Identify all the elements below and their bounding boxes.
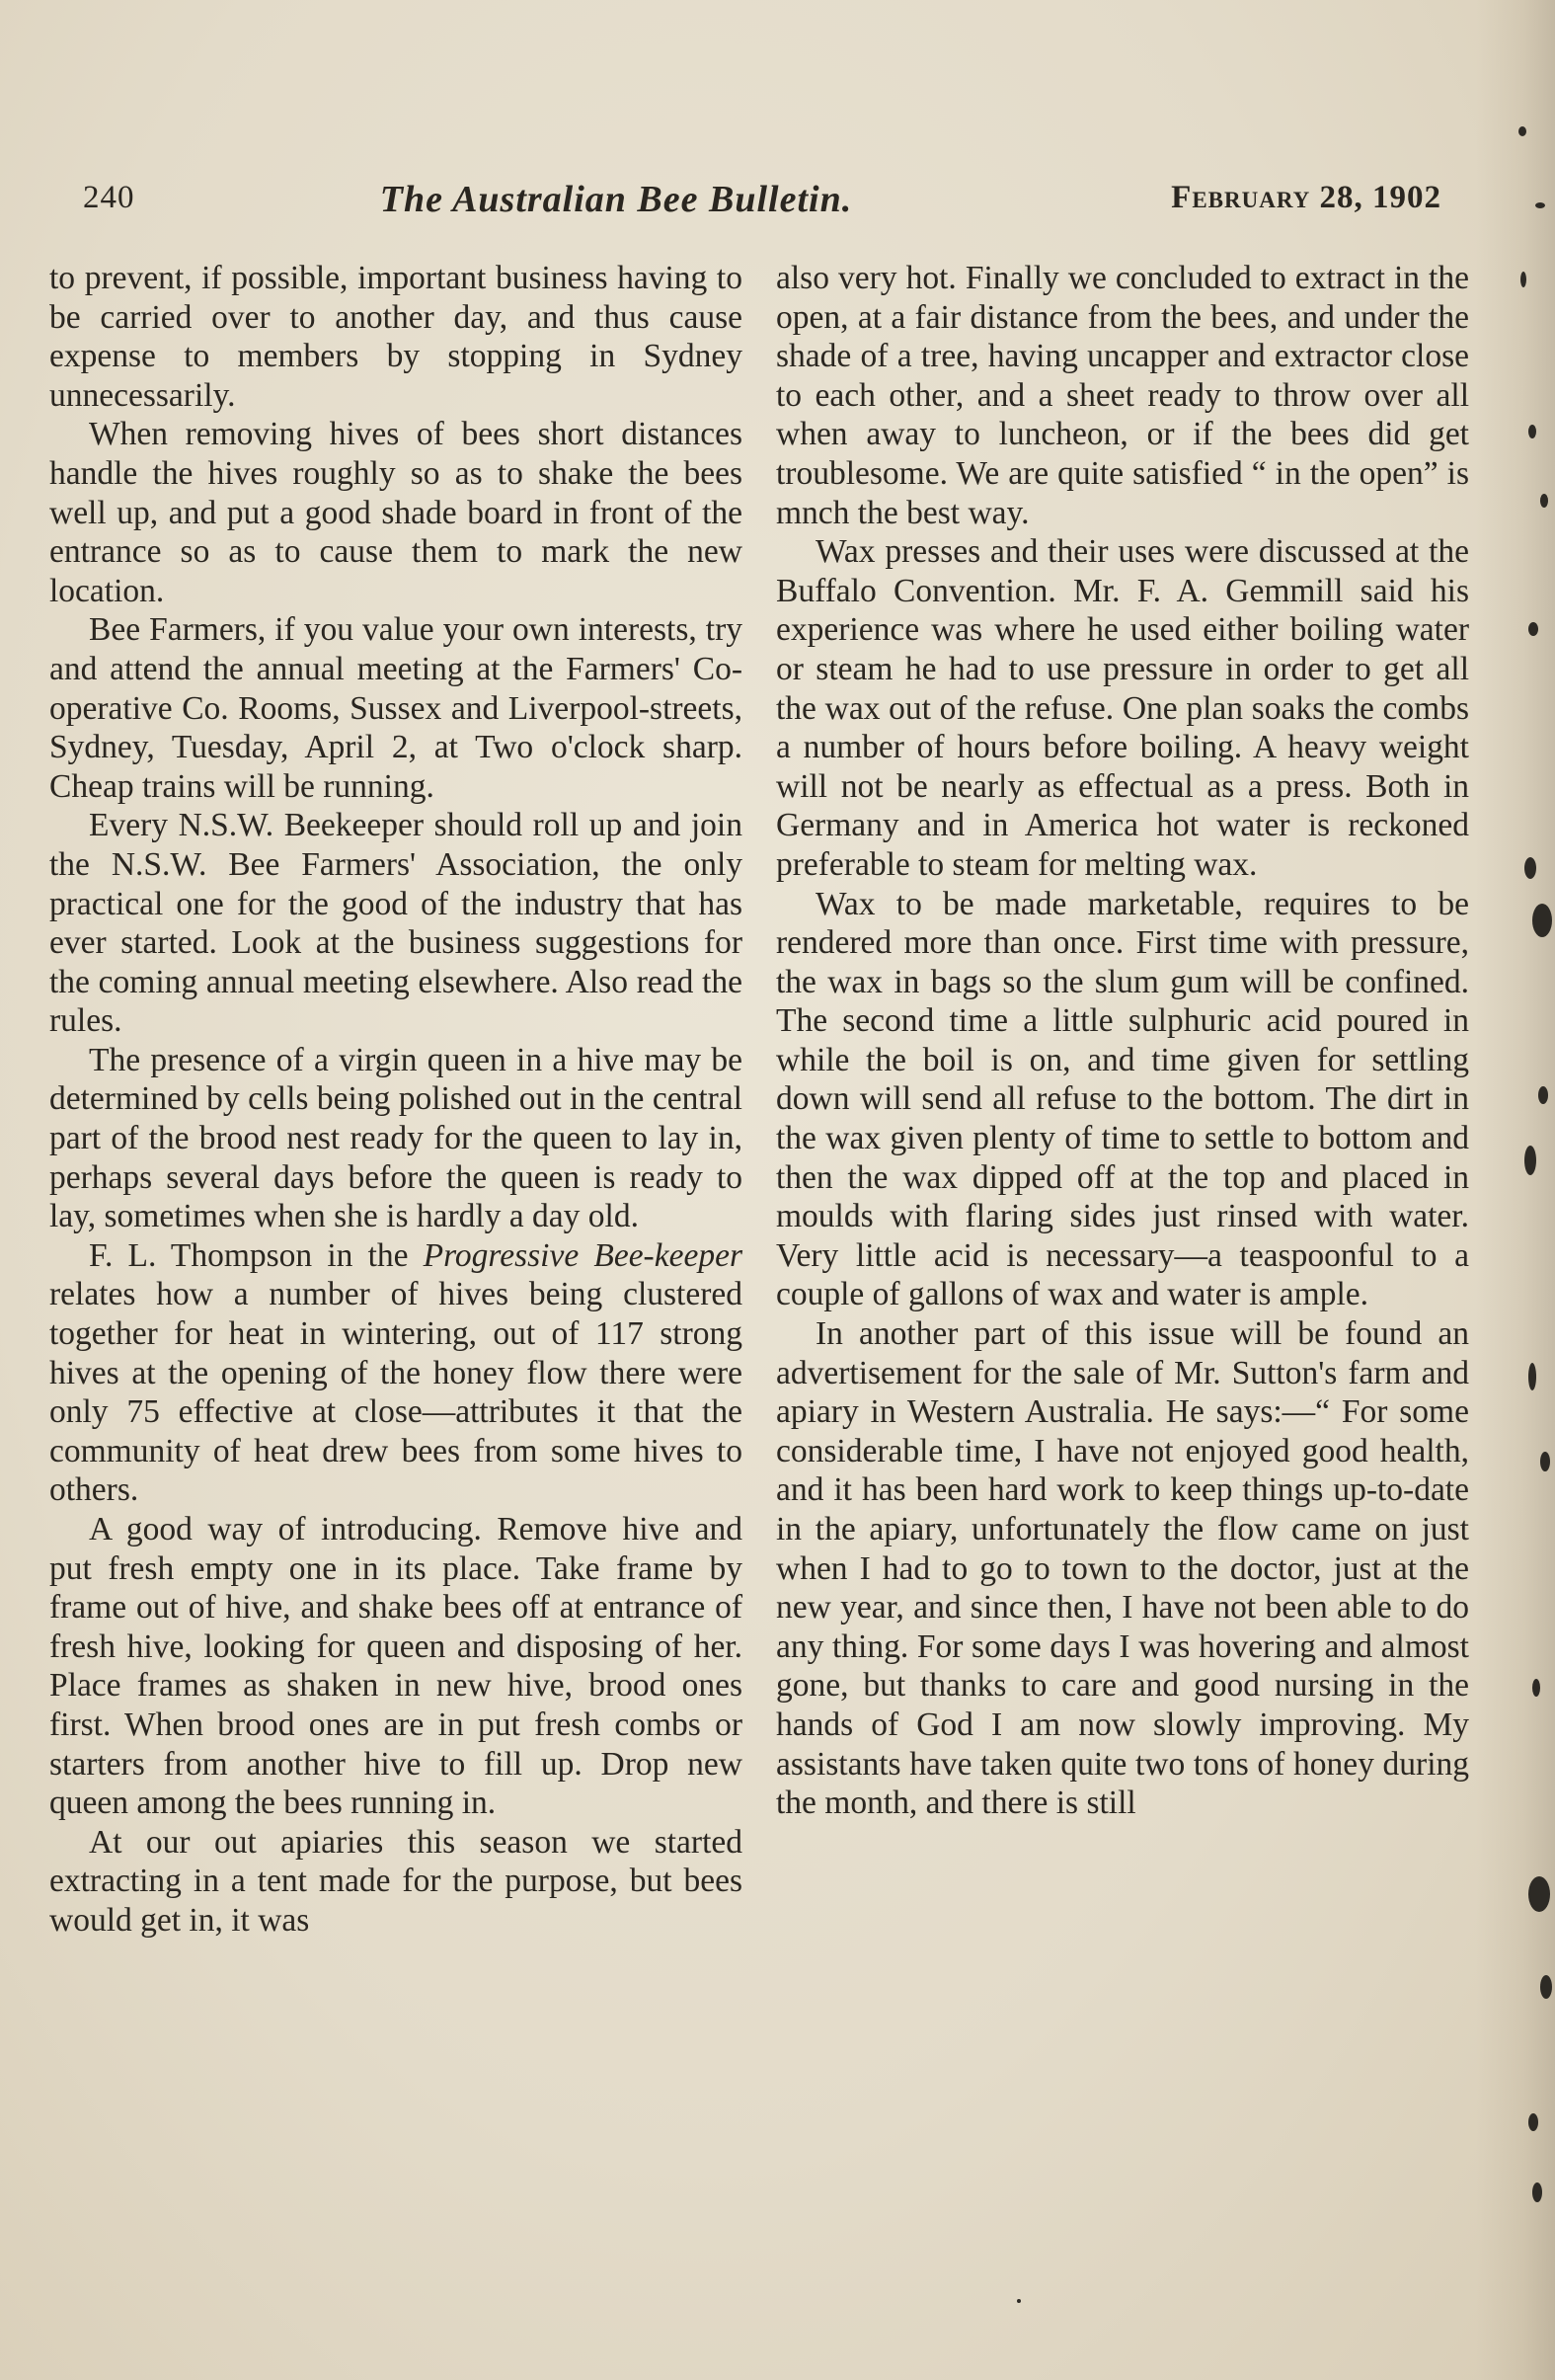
paper-speck xyxy=(1520,272,1526,287)
paper-speck xyxy=(1528,1363,1536,1390)
paper-speck xyxy=(1524,857,1536,879)
paragraph: A good way of introducing. Remove hive and put fresh empty one in its place. Take frame by frame out of hive, and shake bees off at entrance of fresh hive, looking for queen and disposing of her. Place frames as shaken in new hive, brood ones first. When brood ones are in put fresh combs or starters from another hive to fill up. Drop new queen among the bees running in. xyxy=(49,1511,742,1822)
right-column xyxy=(776,259,1469,1823)
paragraph: In another part of this issue will be found an advertisement for the sale of Mr. Sutton's farm and apiary in Western Australia. He says:—“ For some considerable time, I have not enjoyed good health, and it has been hard work to keep things up-to-date in the apiary, unfortunately the flow came on just when I had to go to town to the doctor, just at the new year, and since then, I have not been able to do any thing. For some days I was hovering and almost gone, but thanks to care and good nursing in the hands of God I am now slowly improving. My assistants have taken quite two tons of honey during the month, and there is still xyxy=(776,1315,1469,1822)
paper-speck xyxy=(1528,622,1538,636)
page-number: 240 xyxy=(83,180,135,215)
paper-speck xyxy=(1532,1679,1540,1697)
journal-title: The Australian Bee Bulletin. xyxy=(379,179,853,220)
paper-speck xyxy=(1528,1876,1550,1912)
journal-name: Progressive Bee-keeper xyxy=(423,1236,742,1274)
paper-speck xyxy=(1535,202,1545,208)
issue-date: February 28, 1902 xyxy=(1171,180,1441,215)
paragraph: also very hot. Finally we concluded to extract in the open, at a fair distance from the bees, and under the shade of a tree, having uncapper and extractor close to each other, and a sheet ready to throw over all when away to luncheon, or if the bees did get troublesome. We are quite satisfied “ in the open” is mnch the best way. xyxy=(776,260,1469,531)
paragraph: The presence of a virgin queen in a hive may be determined by cells being polished out in the central part of the brood nest ready for the queen to lay in, perhaps several days before the queen is ready to lay, sometimes when she is hardly a day old. xyxy=(49,1041,742,1235)
paragraph-text: F. L. Thompson in the xyxy=(89,1236,424,1274)
page-edge-shadow xyxy=(1476,0,1555,2380)
paper-speck xyxy=(1540,1452,1550,1471)
paper-speck xyxy=(1518,126,1526,136)
paper-speck xyxy=(1532,904,1552,937)
paper-speck xyxy=(1540,494,1548,508)
paragraph: Wax to be made marketable, requires to be rendered more than once. First time with pressure, the wax in bags so the slum gum will be confined. The second time a little sulphuric acid poured in while the boil is on, and time given for settling down will send all refuse to the bottom. The dirt in the wax given plenty of time to settle to bottom and then the wax dipped off at the top and placed in moulds with flaring sides just rinsed with water. Very little acid is necessary—a teaspoonful to a couple of gallons of wax and water is ample. xyxy=(776,885,1469,1313)
paper-speck xyxy=(1528,2113,1538,2131)
paragraph: When removing hives of bees short distances handle the hives roughly so as to shake the bees well up, and put a good shade board in front of the entrance so as to cause them to mark the new location. xyxy=(49,416,742,609)
paper-speck xyxy=(1538,1086,1548,1104)
paper-speck xyxy=(1532,2182,1542,2202)
paragraph: Bee Farmers, if you value your own interests, try and attend the annual meeting at the Farmers' Co-operative Co. Rooms, Sussex and Liverpool-streets, Sydney, Tuesday, April 2, at Two o'clock sharp. Cheap trains will be running. xyxy=(49,611,742,805)
paper-speck xyxy=(1524,1146,1536,1175)
paragraph: Wax presses and their uses were discussed at the Buffalo Convention. Mr. F. A. Gemmill said his experience was where he used either boiling water or steam he had to use pressure in order to get all the wax out of the refuse. One plan soaks the combs a number of hours before boiling. A heavy weight will not be nearly as effectual as a press. Both in Germany and in America hot water is reckoned preferable to steam for melting wax. xyxy=(776,533,1469,883)
paper-speck xyxy=(1528,425,1536,438)
paragraph: Every N.S.W. Beekeeper should roll up and join the N.S.W. Bee Farmers' Association, the only practical one for the good of the industry that has ever started. Look at the business suggestions for the coming annual meeting elsewhere. Also read the rules. xyxy=(49,807,742,1040)
paragraph: At our out apiaries this season we started extracting in a tent made for the purpose, but bees would get in, it was xyxy=(49,1823,742,1939)
paragraph-text: relates how a number of hives being clustered together for heat in wintering, out of 117 strong hives at the opening of the honey flow there were only 75 effective at close—attributes it that the community of heat drew bees from some hives to others. xyxy=(49,1276,742,1509)
paper-speck xyxy=(1017,2299,1021,2303)
paragraph xyxy=(49,1236,742,1510)
left-column xyxy=(49,259,742,1941)
running-header xyxy=(83,180,1441,227)
paragraph: to prevent, if possible, important business having to be carried over to another day, and thus cause expense to members by stopping in Sydney unnecessarily. xyxy=(49,260,742,414)
paper-speck xyxy=(1540,1975,1552,1999)
